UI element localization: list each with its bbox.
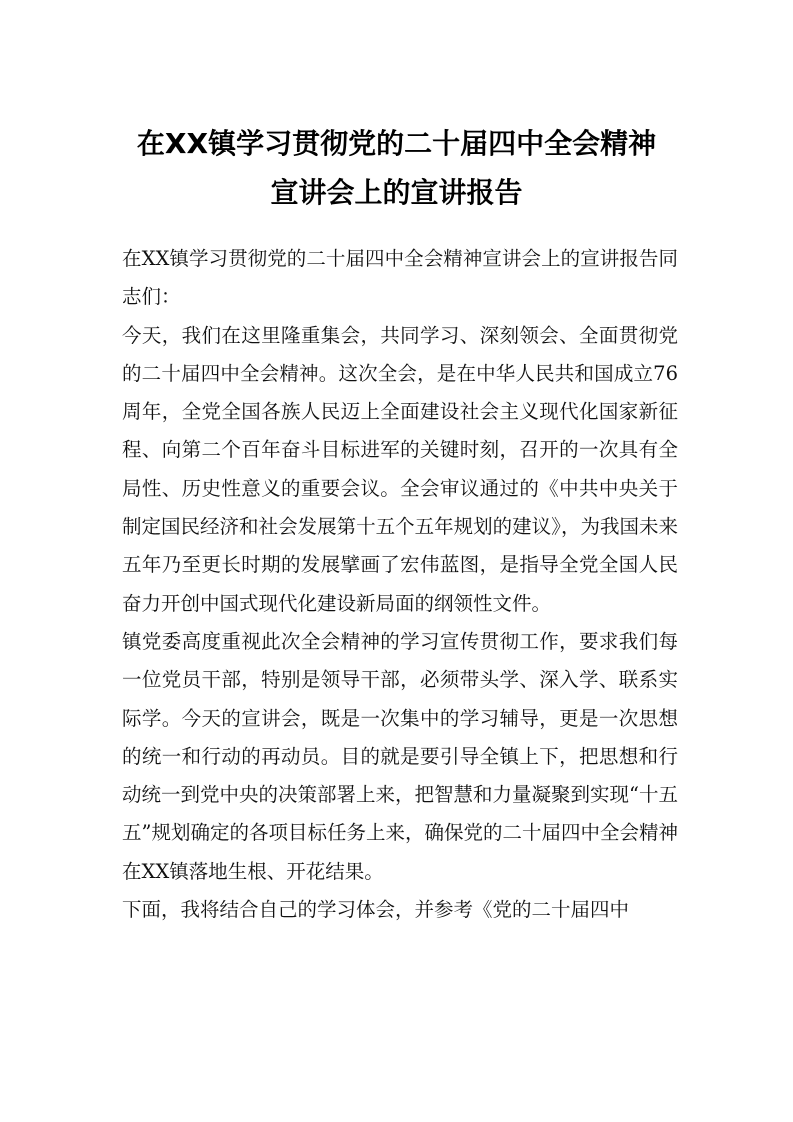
document-body [122, 240, 678, 929]
paragraph-next-section: 下面，我将结合自己的学习体会，并参考《党的二十届四中 [122, 898, 630, 922]
document-title-line-1: 在XX镇学习贯彻党的二十届四中全会精神 [136, 127, 657, 160]
document-title-line-2: 宣讲会上的宣讲报告 [270, 176, 523, 209]
paragraph-party-committee: 镇党委高度重视此次全会精神的学习宣传贯彻工作，要求我们每一位党员干部，特别是领导干部，必须带头学、深入学、联系实际学。今天的宣讲会，既是一次集中的学习辅导，更是一次思想的统一和行动的再动员。目的就是要引导全镇上下，把思想和行动统一到党中央的决策部署上来，把智慧和力量凝聚到实现“十五五”规划确定的各项目标任务上来，确保党的二十届四中全会精神在XX镇落地生根、开花结果。 [122, 629, 678, 883]
paragraph-opening: 在XX镇学习贯彻党的二十届四中全会精神宣讲会上的宣讲报告同志们： [122, 247, 678, 309]
paragraph-plenum-background: 今天，我们在这里隆重集会，共同学习、深刻领会、全面贯彻党的二十届四中全会精神。这次全会，是在中华人民共和国成立76周年，全党全国各族人民迈上全面建设社会主义现代化国家新征程、向第二个百年奋斗目标进军的关键时刻，召开的一次具有全局性、历史性意义的重要会议。全会审议通过的《中共中央关于制定国民经济和社会发展第十五个五年规划的建议》，为我国未来五年乃至更长时期的发展擘画了宏伟蓝图，是指导全党全国人民奋力开创中国式现代化建设新局面的纲领性文件。 [122, 323, 678, 615]
